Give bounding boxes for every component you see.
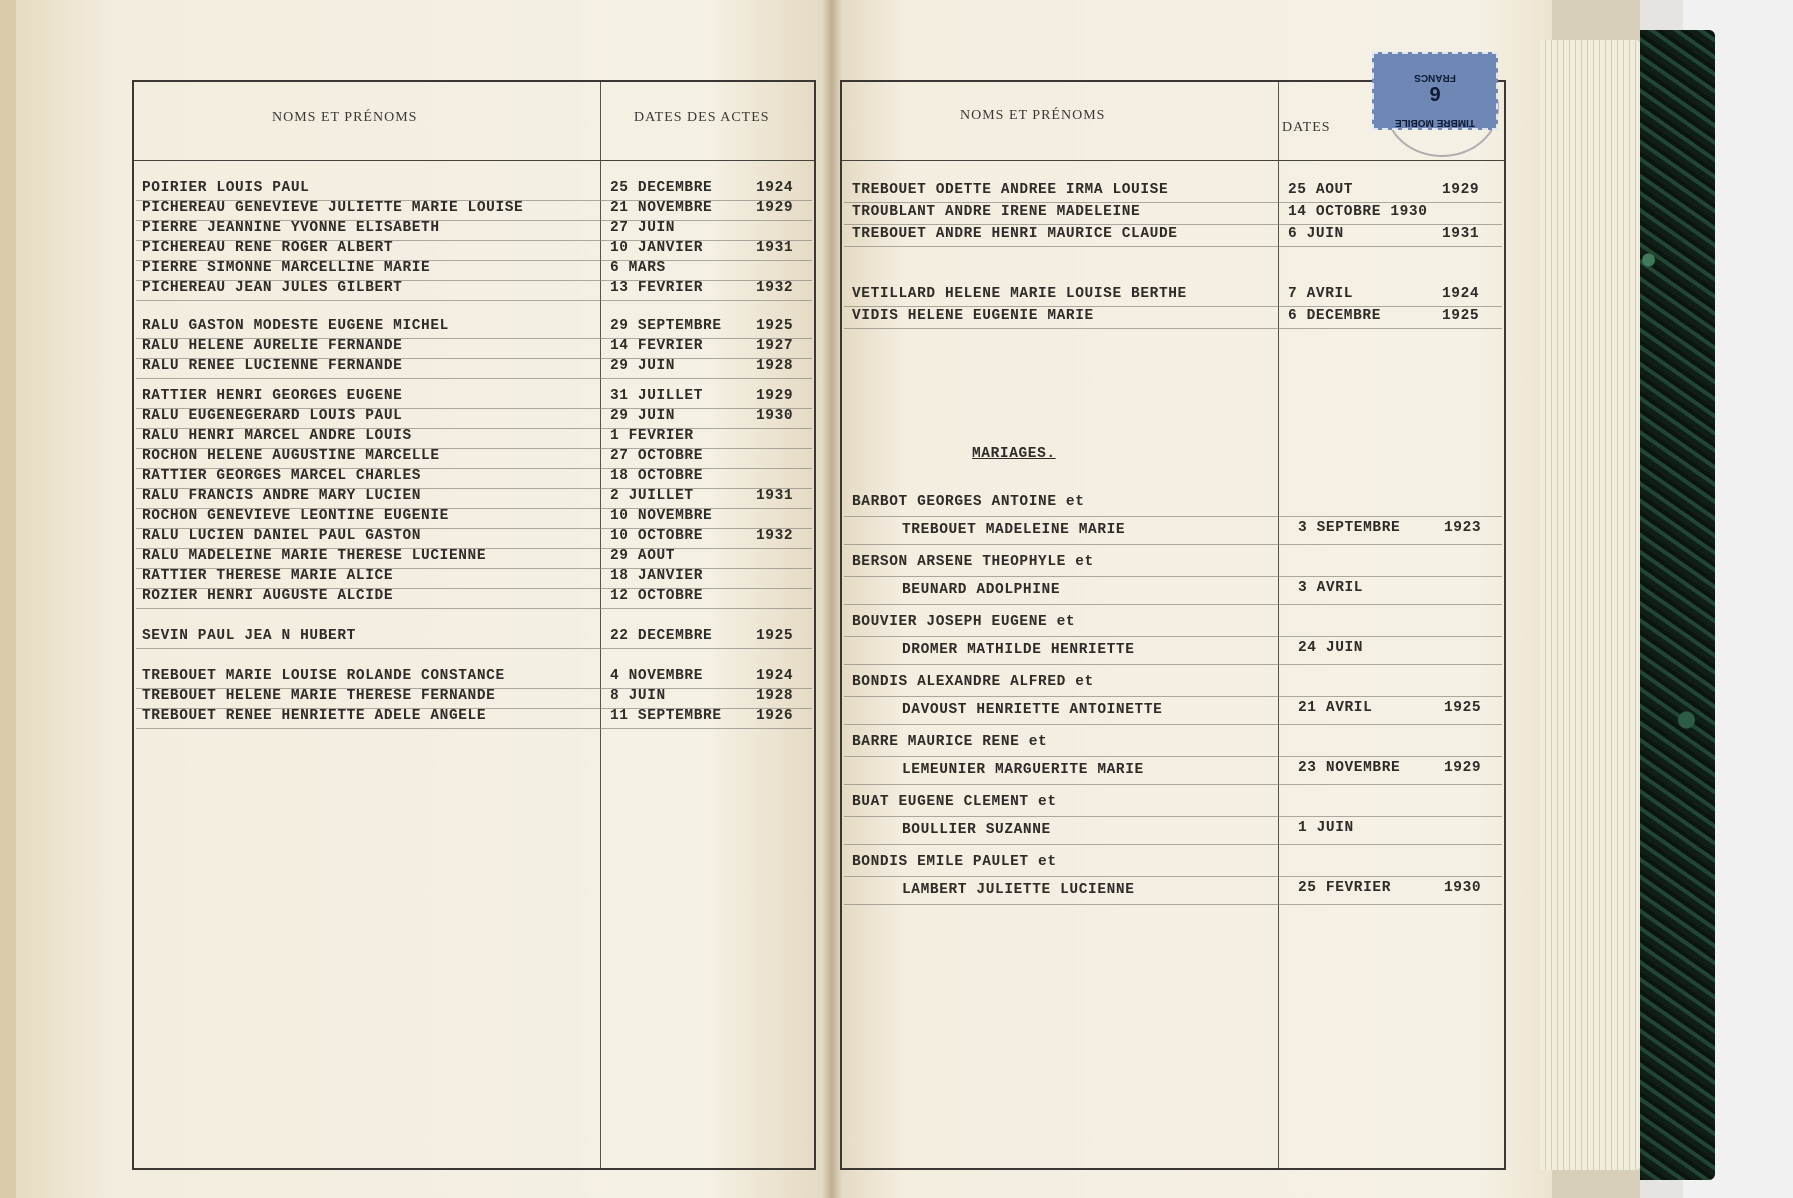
entry-name: RATTIER THERESE MARIE ALICE xyxy=(142,568,394,584)
entry-year: 1930 xyxy=(756,408,794,424)
entry-name: POIRIER LOUIS PAUL xyxy=(142,180,310,196)
entry-date: 25 AOUT xyxy=(1288,182,1354,198)
entry-date: 8 JUIN xyxy=(610,688,666,704)
entry-name: RALU EUGENEGERARD LOUIS PAUL xyxy=(142,408,403,424)
book-gutter xyxy=(822,0,842,1198)
entry-date: 14 OCTOBRE 1930 xyxy=(1288,204,1428,220)
spouse-1: BUAT EUGENE CLEMENT et xyxy=(852,794,1057,810)
entry-year: 1924 xyxy=(1442,286,1480,302)
entry-year: 1928 xyxy=(756,688,794,704)
entry-date: 7 AVRIL xyxy=(1288,286,1354,302)
spouse-2: BOULLIER SUZANNE xyxy=(902,822,1051,838)
entry-name: PICHEREAU GENEVIEVE JULIETTE MARIE LOUISE xyxy=(142,200,524,216)
entry-name: TREBOUET HELENE MARIE THERESE FERNANDE xyxy=(142,688,496,704)
row-rule xyxy=(844,544,1502,545)
entry-name: RALU GASTON MODESTE EUGENE MICHEL xyxy=(142,318,449,334)
entry-name: RALU RENEE LUCIENNE FERNANDE xyxy=(142,358,403,374)
entry-year: 1931 xyxy=(756,240,794,256)
right-register-table xyxy=(840,80,1506,1170)
row-rule xyxy=(136,300,812,301)
row-rule xyxy=(844,202,1502,203)
row-rule xyxy=(844,246,1502,247)
row-rule xyxy=(136,728,812,729)
entry-name: PICHEREAU JEAN JULES GILBERT xyxy=(142,280,403,296)
row-rule xyxy=(844,224,1502,225)
spouse-1: BERSON ARSENE THEOPHYLE et xyxy=(852,554,1094,570)
entry-year: 1925 xyxy=(1442,308,1480,324)
stamp-text: TIMBRE MOBILE xyxy=(1395,117,1475,128)
spouse-2: LEMEUNIER MARGUERITE MARIE xyxy=(902,762,1144,778)
spouse-1: BOUVIER JOSEPH EUGENE et xyxy=(852,614,1076,630)
marriage-date: 25 FEVRIER xyxy=(1298,880,1392,896)
spouse-2: DROMER MATHILDE HENRIETTE xyxy=(902,642,1135,658)
entry-year: 1925 xyxy=(756,628,794,644)
entry-date: 29 JUIN xyxy=(610,358,676,374)
entry-year: 1931 xyxy=(1442,226,1480,242)
spouse-2: BEUNARD ADOLPHINE xyxy=(902,582,1061,598)
marriage-date: 24 JUIN xyxy=(1298,640,1364,656)
spouse-2: LAMBERT JULIETTE LUCIENNE xyxy=(902,882,1135,898)
left-header-rule xyxy=(134,160,814,161)
spouse-1: BONDIS ALEXANDRE ALFRED et xyxy=(852,674,1094,690)
entry-date: 27 OCTOBRE xyxy=(610,448,704,464)
marriage-year: 1925 xyxy=(1444,700,1482,716)
row-rule xyxy=(844,844,1502,845)
entry-date: 18 OCTOBRE xyxy=(610,468,704,484)
entry-date: 31 JUILLET xyxy=(610,388,704,404)
spouse-1: BARRE MAURICE RENE et xyxy=(852,734,1048,750)
entry-year: 1929 xyxy=(756,388,794,404)
revenue-stamp xyxy=(1372,52,1498,130)
entry-name: ROCHON GENEVIEVE LEONTINE EUGENIE xyxy=(142,508,449,524)
marriage-date: 3 AVRIL xyxy=(1298,580,1364,596)
marriage-date: 23 NOVEMBRE xyxy=(1298,760,1401,776)
entry-date: 6 MARS xyxy=(610,260,666,276)
left-header-dates: DATES DES ACTES xyxy=(634,110,770,125)
entry-name: PICHEREAU RENE ROGER ALBERT xyxy=(142,240,394,256)
entry-name: PIERRE JEANNINE YVONNE ELISABETH xyxy=(142,220,440,236)
entry-name: VIDIS HELENE EUGENIE MARIE xyxy=(852,308,1094,324)
entry-date: 6 DECEMBRE xyxy=(1288,308,1382,324)
section-title-mariages: MARIAGES. xyxy=(972,446,1056,462)
entry-date: 29 JUIN xyxy=(610,408,676,424)
spouse-2: DAVOUST HENRIETTE ANTOINETTE xyxy=(902,702,1163,718)
entry-date: 21 NOVEMBRE xyxy=(610,200,713,216)
page-stack-edge xyxy=(1540,40,1640,1170)
row-rule xyxy=(844,816,1502,817)
row-rule xyxy=(844,664,1502,665)
entry-year: 1931 xyxy=(756,488,794,504)
right-header-names: NOMS ET PRÉNOMS xyxy=(960,108,1106,123)
entry-year: 1926 xyxy=(756,708,794,724)
stamp-value: 6 xyxy=(1429,82,1441,104)
row-rule xyxy=(844,604,1502,605)
entry-date: 10 NOVEMBRE xyxy=(610,508,713,524)
entry-year: 1929 xyxy=(1442,182,1480,198)
row-rule xyxy=(844,876,1502,877)
entry-name: ROCHON HELENE AUGUSTINE MARCELLE xyxy=(142,448,440,464)
entry-date: 29 AOUT xyxy=(610,548,676,564)
entry-date: 18 JANVIER xyxy=(610,568,704,584)
spouse-2: TREBOUET MADELEINE MARIE xyxy=(902,522,1126,538)
row-rule xyxy=(136,648,812,649)
entry-name: RALU HENRI MARCEL ANDRE LOUIS xyxy=(142,428,412,444)
entry-name: TREBOUET ODETTE ANDREE IRMA LOUISE xyxy=(852,182,1169,198)
entry-year: 1924 xyxy=(756,180,794,196)
row-rule xyxy=(844,636,1502,637)
row-rule xyxy=(844,756,1502,757)
entry-name: TREBOUET MARIE LOUISE ROLANDE CONSTANCE xyxy=(142,668,505,684)
marriage-date: 3 SEPTEMBRE xyxy=(1298,520,1401,536)
entry-date: 10 OCTOBRE xyxy=(610,528,704,544)
entry-name: RATTIER GEORGES MARCEL CHARLES xyxy=(142,468,422,484)
spouse-1: BARBOT GEORGES ANTOINE et xyxy=(852,494,1085,510)
entry-date: 1 FEVRIER xyxy=(610,428,694,444)
right-header-dates: DATES xyxy=(1282,120,1331,135)
marriage-date: 21 AVRIL xyxy=(1298,700,1373,716)
marriage-year: 1929 xyxy=(1444,760,1482,776)
entry-year: 1927 xyxy=(756,338,794,354)
row-rule xyxy=(844,696,1502,697)
entry-name: VETILLARD HELENE MARIE LOUISE BERTHE xyxy=(852,286,1187,302)
stamp-unit: FRANCS xyxy=(1414,72,1456,83)
left-column-divider xyxy=(600,82,601,1168)
entry-year: 1925 xyxy=(756,318,794,334)
entry-date: 12 OCTOBRE xyxy=(610,588,704,604)
entry-name: RALU MADELEINE MARIE THERESE LUCIENNE xyxy=(142,548,487,564)
marriage-date: 1 JUIN xyxy=(1298,820,1354,836)
entry-name: RALU LUCIEN DANIEL PAUL GASTON xyxy=(142,528,422,544)
entry-year: 1928 xyxy=(756,358,794,374)
entry-date: 22 DECEMBRE xyxy=(610,628,713,644)
entry-date: 27 JUIN xyxy=(610,220,676,236)
row-rule xyxy=(136,378,812,379)
right-header-rule xyxy=(842,160,1504,161)
marriage-year: 1923 xyxy=(1444,520,1482,536)
entry-date: 2 JUILLET xyxy=(610,488,694,504)
entry-year: 1929 xyxy=(756,200,794,216)
entry-name: RALU HELENE AURELIE FERNANDE xyxy=(142,338,403,354)
entry-date: 13 FEVRIER xyxy=(610,280,704,296)
row-rule xyxy=(844,904,1502,905)
entry-date: 4 NOVEMBRE xyxy=(610,668,704,684)
entry-year: 1924 xyxy=(756,668,794,684)
entry-date: 25 DECEMBRE xyxy=(610,180,713,196)
entry-name: RATTIER HENRI GEORGES EUGENE xyxy=(142,388,403,404)
entry-date: 14 FEVRIER xyxy=(610,338,704,354)
entry-date: 11 SEPTEMBRE xyxy=(610,708,722,724)
marriage-year: 1930 xyxy=(1444,880,1482,896)
row-rule xyxy=(844,328,1502,329)
entry-name: ROZIER HENRI AUGUSTE ALCIDE xyxy=(142,588,394,604)
left-register-table xyxy=(132,80,816,1170)
entry-year: 1932 xyxy=(756,280,794,296)
row-rule xyxy=(844,306,1502,307)
left-header-names: NOMS ET PRÉNOMS xyxy=(272,110,418,125)
entry-date: 10 JANVIER xyxy=(610,240,704,256)
row-rule xyxy=(844,724,1502,725)
entry-name: TROUBLANT ANDRE IRENE MADELEINE xyxy=(852,204,1141,220)
spouse-1: BONDIS EMILE PAULET et xyxy=(852,854,1057,870)
right-column-divider xyxy=(1278,82,1279,1168)
entry-year: 1932 xyxy=(756,528,794,544)
entry-name: TREBOUET ANDRE HENRI MAURICE CLAUDE xyxy=(852,226,1178,242)
row-rule xyxy=(844,784,1502,785)
entry-name: TREBOUET RENEE HENRIETTE ADELE ANGELE xyxy=(142,708,487,724)
entry-date: 29 SEPTEMBRE xyxy=(610,318,722,334)
entry-name: PIERRE SIMONNE MARCELLINE MARIE xyxy=(142,260,431,276)
row-rule xyxy=(844,516,1502,517)
entry-name: RALU FRANCIS ANDRE MARY LUCIEN xyxy=(142,488,422,504)
row-rule xyxy=(136,608,812,609)
entry-date: 6 JUIN xyxy=(1288,226,1344,242)
entry-name: SEVIN PAUL JEA N HUBERT xyxy=(142,628,356,644)
row-rule xyxy=(844,576,1502,577)
